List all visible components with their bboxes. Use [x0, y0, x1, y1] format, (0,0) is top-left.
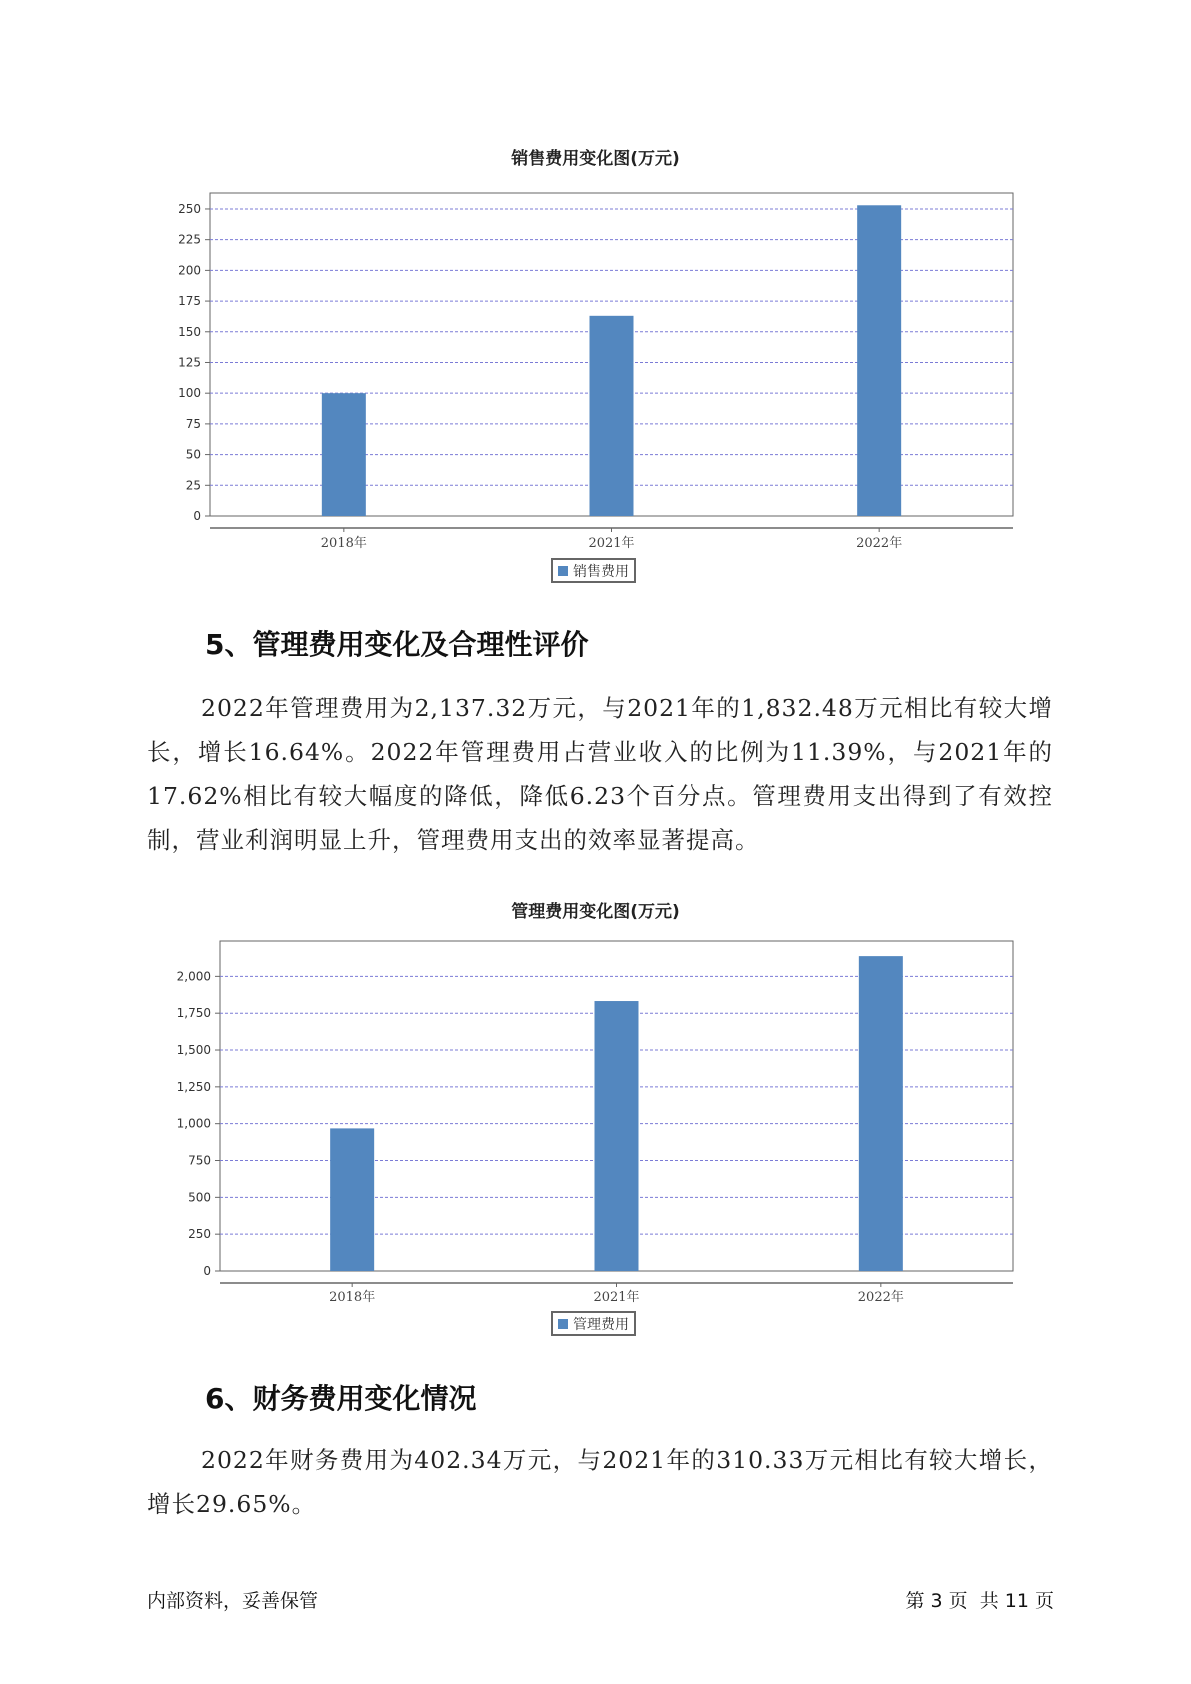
y-tick-label: 200	[178, 263, 201, 278]
y-tick-label: 175	[178, 294, 201, 309]
y-tick-label: 0	[203, 1264, 211, 1278]
bar-1	[330, 1128, 374, 1271]
bar-3	[859, 956, 903, 1271]
x-tick-label: 2021年	[588, 536, 635, 551]
y-tick-label: 125	[178, 355, 201, 370]
footer-confidential: 内部资料，妥善保管	[147, 1590, 319, 1612]
y-tick-label: 25	[185, 478, 201, 493]
section-heading-5: 5、管理费用变化及合理性评价	[205, 628, 589, 661]
y-tick-label: 225	[178, 232, 201, 247]
x-tick-label: 2021年	[593, 1290, 640, 1305]
x-tick-label: 2018年	[329, 1290, 376, 1305]
legend-admin	[551, 1311, 636, 1336]
y-tick-label: 1,000	[176, 1116, 211, 1131]
chart-title-admin: 管理费用变化图(万元)	[511, 902, 680, 922]
x-tick-label: 2018年	[320, 536, 367, 551]
y-tick-label: 500	[188, 1190, 211, 1205]
y-tick-label: 1,500	[176, 1043, 211, 1058]
section-paragraph-5: 2022年管理费用为2,137.32万元，与2021年的1,832.48万元相比有较大增长，增长16.64%。2022年管理费用占营业收入的比例为11.39%，与2021年的17.62%相比有较大幅度的降低，降低6.23个百分点。管理费用支出得到了有效控制，营业利润明显上升，管理费用支出的效率显著提高。	[147, 694, 1053, 854]
y-tick-label: 0	[193, 509, 201, 523]
bar-2	[595, 1001, 639, 1271]
y-tick-label: 750	[188, 1153, 211, 1168]
legend-swatch	[558, 1319, 568, 1329]
y-tick-label: 1,250	[176, 1079, 211, 1094]
y-tick-label: 75	[185, 416, 201, 431]
legend-label: 管理费用	[573, 1316, 629, 1333]
y-tick-label: 250	[178, 201, 201, 216]
y-tick-label: 1,750	[176, 1006, 211, 1021]
footer-page-number: 第 3 页 共 11 页	[905, 1590, 1054, 1612]
section-heading-6: 6、财务费用变化情况	[205, 1382, 477, 1415]
x-tick-label: 2022年	[856, 536, 903, 551]
y-tick-label: 100	[178, 386, 201, 401]
legend-label: 销售费用	[573, 563, 629, 580]
section-paragraph-6: 2022年财务费用为402.34万元，与2021年的310.33万元相比有较大增长，增长29.65%。	[147, 1446, 1053, 1518]
y-tick-label: 50	[185, 447, 201, 462]
chart-title-sales: 销售费用变化图(万元)	[511, 149, 680, 169]
y-tick-label: 150	[178, 324, 201, 339]
x-tick-label: 2022年	[857, 1290, 904, 1305]
y-tick-label: 250	[188, 1227, 211, 1242]
y-tick-label: 2,000	[176, 969, 211, 984]
